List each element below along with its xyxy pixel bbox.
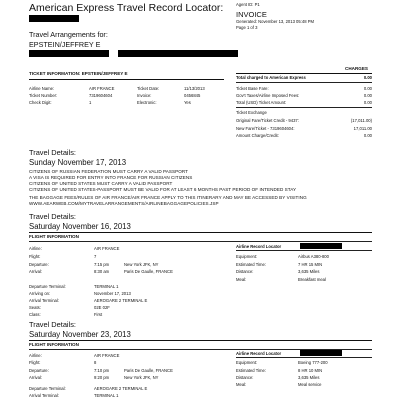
- check-digit-label: Check Digit:: [29, 100, 52, 105]
- meal-label: Meal:: [236, 382, 247, 387]
- departure-label: Departure:: [29, 262, 49, 267]
- airline-value: AIR FRANCE: [94, 246, 120, 251]
- notice-line: CITIZENS OF UNITED STATES MUST CARRY A VALID PASSPORT: [29, 181, 173, 186]
- redaction-bar: [29, 50, 109, 57]
- departure-place: New York JFK, NY: [124, 262, 159, 267]
- seats-label: Seats:: [29, 305, 41, 310]
- est-time-label: Estimated Time:: [236, 262, 267, 267]
- notice-line: CITIZENS OF UNITED STATES-PASSPORT MUST BE VALID FOR AT LEAST 6 MONTHS PAST PERIOD OF INTENDED STAY: [29, 187, 297, 192]
- equipment-label: Equipment:: [236, 254, 258, 259]
- class-value: First: [94, 312, 103, 317]
- equipment-value: Boeing 777-200: [298, 360, 328, 365]
- agent-id: Agent ID: P1: [236, 2, 260, 7]
- distance-label: Distance:: [236, 269, 254, 274]
- arrival-label: Arrival:: [29, 269, 43, 274]
- generated-date: Generated: November 13, 2013 05:48 PM: [236, 19, 314, 24]
- arriving-on-label: Arriving on:: [29, 291, 51, 296]
- departure-time: 7:15 pm: [94, 262, 110, 267]
- locator-label: American Express Travel Record Locator:: [29, 2, 224, 14]
- arrival-time: 8:30 am: [94, 269, 110, 274]
- arrival-place: Paris De Gaulle, FRANCE: [124, 269, 173, 274]
- flight-value: 8: [94, 360, 97, 365]
- flight-label: Flight:: [29, 254, 41, 259]
- travel-arrangements-heading: Travel Arrangements for:: [29, 30, 108, 39]
- notice-line: A VISA IS REQUIRED FOR ENTRY INTO FRANCE FOR RUSSIAN CITIZENS: [29, 175, 193, 180]
- charge-line-value: 0.00: [363, 86, 372, 91]
- traveler-name: EPSTEIN/JEFFREY E: [29, 40, 101, 49]
- ticket-exchange-label: Ticket Exchange: [236, 110, 267, 115]
- redaction-bar: [118, 50, 238, 57]
- flight-value: 7: [94, 254, 97, 259]
- electronic-label: Electronic:: [137, 100, 157, 105]
- arr-terminal-label: Arrival Terminal:: [29, 393, 59, 398]
- ticket-number-label: Ticket Number:: [29, 93, 58, 98]
- dep-terminal-label: Departure Terminal:: [29, 386, 66, 391]
- meal-value: Meal service: [298, 382, 322, 387]
- charge-line-label: New Fare/Ticket - 7319604604:: [236, 126, 295, 131]
- travel-details-heading: Travel Details:: [29, 320, 76, 329]
- distance-value: 3,635 Miles: [298, 269, 320, 274]
- arr-terminal-value: TERMINAL 1: [94, 393, 119, 398]
- flight-info-heading: FLIGHT INFORMATION: [29, 342, 79, 347]
- travel-date: Sunday November 17, 2013: [29, 158, 127, 167]
- distance-value: 3,635 Miles: [298, 375, 320, 380]
- flight-label: Flight:: [29, 360, 41, 365]
- meal-value: Breakfast meal: [298, 277, 326, 282]
- arrival-label: Arrival:: [29, 375, 43, 380]
- notice-line: THE BAGGAGE FEES/RULES OF AIR FRANCE/AIR FRANCE APPLY TO THIS ITINERARY AND MAY BE ACCESSED BY VISITING: [29, 195, 307, 200]
- ticket-airline-value: AIR FRANCE: [89, 86, 115, 91]
- notice-line: WWW.AEARWEB.COM/MYTRAVELARRANGEMENTS/AIRLINEBAGGAGEPOLICIES.JSP: [29, 201, 219, 206]
- charge-line-value: 0.00: [363, 133, 372, 138]
- record-locator-label: Airline Record Locator: [236, 244, 282, 249]
- travel-date: Saturday November 23, 2013: [29, 330, 131, 339]
- equipment-label: Equipment:: [236, 360, 258, 365]
- page-number: Page 1 of 3: [236, 25, 258, 30]
- arriving-on-value: November 17, 2013: [94, 291, 131, 296]
- total-charged-value: 0.00: [363, 75, 372, 80]
- ticket-airline-label: Airline Name:: [29, 86, 55, 91]
- meal-label: Meal:: [236, 277, 247, 282]
- est-time-label: Estimated Time:: [236, 368, 267, 373]
- redaction-bar: [300, 350, 342, 356]
- class-label: Class:: [29, 312, 41, 317]
- total-charged-label: Total charged to American Express: [236, 75, 306, 80]
- charge-line-label: Ticket Base Fare:: [236, 86, 269, 91]
- ticket-date-label: Ticket Date:: [137, 86, 160, 91]
- charge-line-value: 17,011.00: [353, 126, 372, 131]
- distance-label: Distance:: [236, 375, 254, 380]
- seats-value: 02E 02F: [94, 305, 110, 310]
- dep-terminal-value: AEROGARE 2 TERMINAL E: [94, 386, 148, 391]
- dep-terminal-label: Departure Terminal:: [29, 284, 66, 289]
- electronic-value: Yes: [184, 100, 191, 105]
- departure-place: Paris De Gaulle, FRANCE: [124, 368, 173, 373]
- charge-line-label: Total (USD) Ticket Amount:: [236, 100, 287, 105]
- charge-line-value: (17,011.00): [350, 118, 372, 123]
- arrival-time: 9:20 pm: [94, 375, 110, 380]
- invoice-value: 0456845: [184, 93, 201, 98]
- notice-line: CITIZENS OF RUSSIAN FEDERATION MUST CARRY A VALID PASSPORT: [29, 169, 189, 174]
- equipment-value: Airbus A380-800: [298, 254, 329, 259]
- charge-line-label: Amount Charge/Credit:: [236, 133, 279, 138]
- airline-label: Airline:: [29, 246, 42, 251]
- ticket-date-value: 11/13/2013: [184, 86, 205, 91]
- check-digit-value: 1: [89, 100, 92, 105]
- arrival-place: New York JFK, NY: [124, 375, 159, 380]
- arr-terminal-label: Arrival Terminal:: [29, 298, 59, 303]
- charges-heading: CHARGES: [345, 66, 368, 71]
- travel-details-heading: Travel Details:: [29, 148, 76, 157]
- dep-terminal-value: TERMINAL 1: [94, 284, 119, 289]
- travel-details-heading: Travel Details:: [29, 212, 76, 221]
- ticket-number-value: 7319604604: [89, 93, 113, 98]
- charge-line-value: 0.00: [363, 93, 372, 98]
- arr-terminal-value: AEROGARE 2 TERMINAL E: [94, 298, 148, 303]
- charge-line-label: Gov't Taxes/Airline Imposed Fees:: [236, 93, 300, 98]
- airline-value: AIR FRANCE: [94, 353, 120, 358]
- invoice-label: Invoice:: [137, 93, 152, 98]
- departure-time: 7:10 pm: [94, 368, 110, 373]
- redaction-bar: [300, 243, 342, 249]
- ticket-info-heading: TICKET INFORMATION: EPSTEIN/JEFFREY E: [29, 71, 128, 76]
- est-time-value: 7 HR 15 MIN: [298, 262, 323, 267]
- airline-label: Airline:: [29, 353, 42, 358]
- charge-line-label: Original Fare/Ticket Credit - 9437:: [236, 118, 299, 123]
- flight-info-heading: FLIGHT INFORMATION: [29, 234, 79, 239]
- departure-label: Departure:: [29, 368, 49, 373]
- charge-line-value: 0.00: [363, 100, 372, 105]
- travel-date: Saturday November 16, 2013: [29, 222, 131, 231]
- record-locator-label: Airline Record Locator: [236, 351, 282, 356]
- redaction-bar: [29, 15, 79, 22]
- est-time-value: 8 HR 10 MIN: [298, 368, 323, 373]
- invoice-title: INVOICE: [236, 10, 267, 19]
